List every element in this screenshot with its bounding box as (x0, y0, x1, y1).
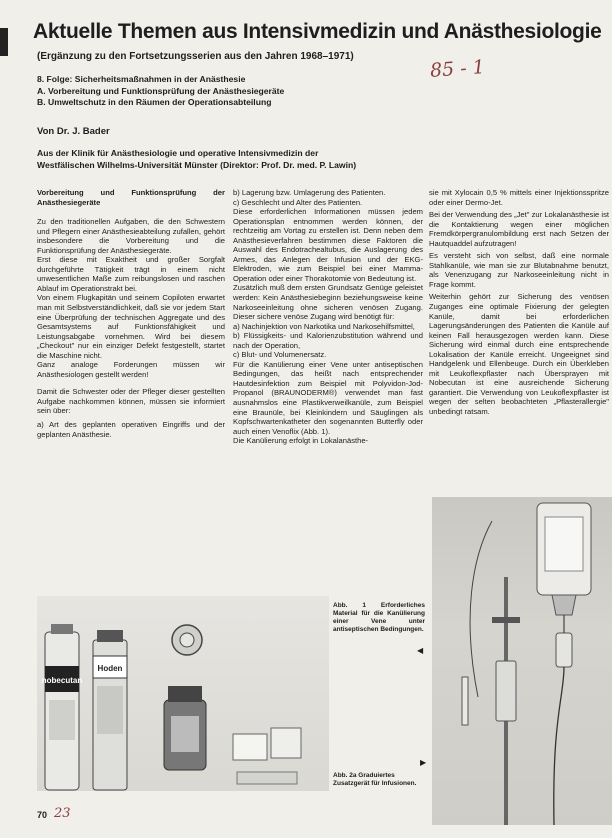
text-column-3 (429, 188, 609, 420)
bottle2-label: Hoden (97, 664, 123, 673)
paragraph: Erst diese mit Exaktheit und großer Sorgfalt durchgeführte Tätigkeit trägt in einem nicht unwesentlichen Maße zum reibungslosen und raschen Ablauf im Operationstrakt bei. (37, 255, 225, 293)
paragraph: c) Blut- und Volumenersatz. (233, 350, 327, 360)
article-subtitle: (Ergänzung zu den Fortsetzungsserien aus den Jahren 1968–1971) (37, 51, 354, 62)
page-edge-tab (0, 28, 8, 56)
series-line: B. Umweltschutz in den Räumen der Operationsabteilung (37, 97, 272, 107)
section-heading: Vorbereitung und Funktionsprüfung der Anästhesiegeräte (37, 188, 225, 207)
affiliation-line: Westfälischen Wilhelms-Universität Münster (Direktor: Prof. Dr. med. P. Lawin) (37, 159, 357, 170)
paragraph: Die Kanülierung erfolgt in Lokalanästhe- (233, 436, 369, 446)
figure-2a-caption: Abb. 2a Graduiertes Zusatzgerät für Infusionen. (333, 772, 417, 787)
arrow-left-icon: ◀ (417, 646, 424, 655)
figure-1-photo (37, 596, 329, 791)
series-info (37, 74, 284, 109)
paragraph: Diese erforderlichen Informationen müssen jedem Operationsplan entnommen werden können, der rechtzeitig am Vortag zu erstellen ist. Denn neben dem Anästhesieverfahren bestimmen diese Faktoren die Auswahl des Endotrachealtubus, die Auslagerung des Armes, das Anlegen der Infusion und der EKG-Elektroden, wie zum Beispiel bei einer Mamma-Operation oder einer Thorakotomie von Bedeutung ist. (233, 207, 423, 283)
handwritten-note: 85 - 1 (429, 56, 486, 82)
paragraph: c) Geschlecht und Alter des Patienten. (233, 197, 363, 207)
article-title: Aktuelle Themen aus Intensivmedizin und Anästhesiologie (33, 20, 602, 43)
paragraph: b) Flüssigkeits- und Kalorienzubstitution während und nach der Operation, (233, 331, 423, 350)
paragraph: a) Nachinjektion von Narkotika und Narkosehilfsmittel, (233, 321, 415, 331)
paragraph: Zusätzlich muß dem ersten Grundsatz Genüge geleistet werden: Kein Anästhesiebeginn beziehungsweise keine Narkoseeinleitung ohne sicheren venösen Zugang. Dieser sichere venöse Zugang wird benötigt für: (233, 283, 423, 322)
affiliation-line: Aus der Klinik für Anästhesiologie und operative Intensivmedizin der (37, 148, 319, 158)
paragraph: Zu den traditionellen Aufgaben, die den Schwestern und Pflegern einer Anästhesieabteilung zufallen, gehört insbesondere die Vorbereitung und die Funktionsprüfung der Anästhesiegeräte. (37, 217, 225, 255)
paragraph: Weiterhin gehört zur Sicherung des venösen Zuganges eine optimale Fixierung der gelegten Kanüle, damit bei erforderlichen Lagerungsänderungen des Patienten die Kanüle auf keinen Fall herausgezogen werden kann. Diese Sicherung wird einmal durch eine entsprechende Lokalisation der Kanüle erreicht. Ungeeignet sind Handgelenk und Ellenbeuge. Durch ein Überkleben mit Leukoflexpflaster nach Übersprayen mit Nobecutan ist eine ausreichende Sicherung garantiert. Die Verwendung von Leukoflexpflaster ist wegen der selten beobachteten „Pflasterallergie" unbedingt ratsam. (429, 292, 609, 417)
series-line: 8. Folge: Sicherheitsmaßnahmen in der Anästhesie (37, 74, 246, 84)
page-number: 70 (37, 810, 48, 820)
infusion-illustration (432, 497, 612, 825)
author: Von Dr. J. Bader (37, 126, 110, 137)
paragraph: b) Lagerung bzw. Umlagerung des Patienten. (233, 188, 386, 197)
arrow-right-icon: ▶ (420, 758, 427, 767)
text-column-1 (37, 188, 225, 439)
handwritten-page-number: 23 (54, 806, 71, 821)
paragraph: Für die Kanülierung einer Vene unter antiseptischen Bedingungen, das heißt nach entsprechender Hautdesinfektion zum Beispiel mit Polyvidon-Jod-Propanol (BRAUNODERM®) verwendet man fast ausnahmslos eine Plastikverweilkanüle, zum Beispiel eine Braunüle, bei Kleinkindern und Säuglingen als Kopfschwartenkatheter den sogenannten Butterfly oder auch einen Venoflix (Abb. 1). (233, 359, 423, 436)
paragraph: a) Art des geplanten operativen Eingriffs und der geplanten Anästhesie. (37, 420, 225, 439)
paragraph: Damit die Schwester oder der Pfleger dieser gestellten Aufgabe nachkommen können, müssen sie informiert sein über: (37, 387, 225, 416)
paragraph: sie mit Xylocain 0,5 % mittels einer Injektionsspritze oder einer Dermo-Jet. (429, 188, 609, 207)
figure-1-caption: Abb. 1 Erforderliches Material für die Kanülierung einer Vene unter antiseptischen Bedingungen. (333, 602, 425, 633)
figure-2a-photo (432, 497, 612, 825)
paragraph: Von einem Flugkapitän und seinem Copiloten erwartet man mit Selbstverständlichkeit, daß sie vor jedem Start eine Überprüfung der technischen Aggregate und des Gesamtsystems auf Funktionsfähigkeit und Leistungsabgabe vornehmen. Wird bei diesem „Checkout" nur ein einziger Defekt festgestellt, startet die Maschine nicht. (37, 293, 225, 360)
materials-illustration (37, 596, 329, 791)
paragraph: Ganz analoge Forderungen müssen wir Anästhesiologen gestellt werden! (37, 360, 225, 379)
series-line: A. Vorbereitung und Funktionsprüfung der Anästhesiegeräte (37, 85, 285, 96)
paragraph: Es versteht sich von selbst, daß eine normale Stahlkanüle, wie man sie zur Blutabnahme benutzt, als Venenzugang zur Narkoseeinleitung nicht in Frage kommt. (429, 251, 609, 289)
affiliation (37, 148, 597, 171)
paragraph: Bei der Verwendung des „Jet" zur Lokalanästhesie ist die Kontaktierung wegen einer möglichen Fremdkörpergranulombildung erst nach Setzen der Hautquaddel aufzutragen! (429, 210, 609, 248)
bottle1-label: nobecutan (41, 676, 83, 685)
text-column-2 (233, 188, 423, 446)
